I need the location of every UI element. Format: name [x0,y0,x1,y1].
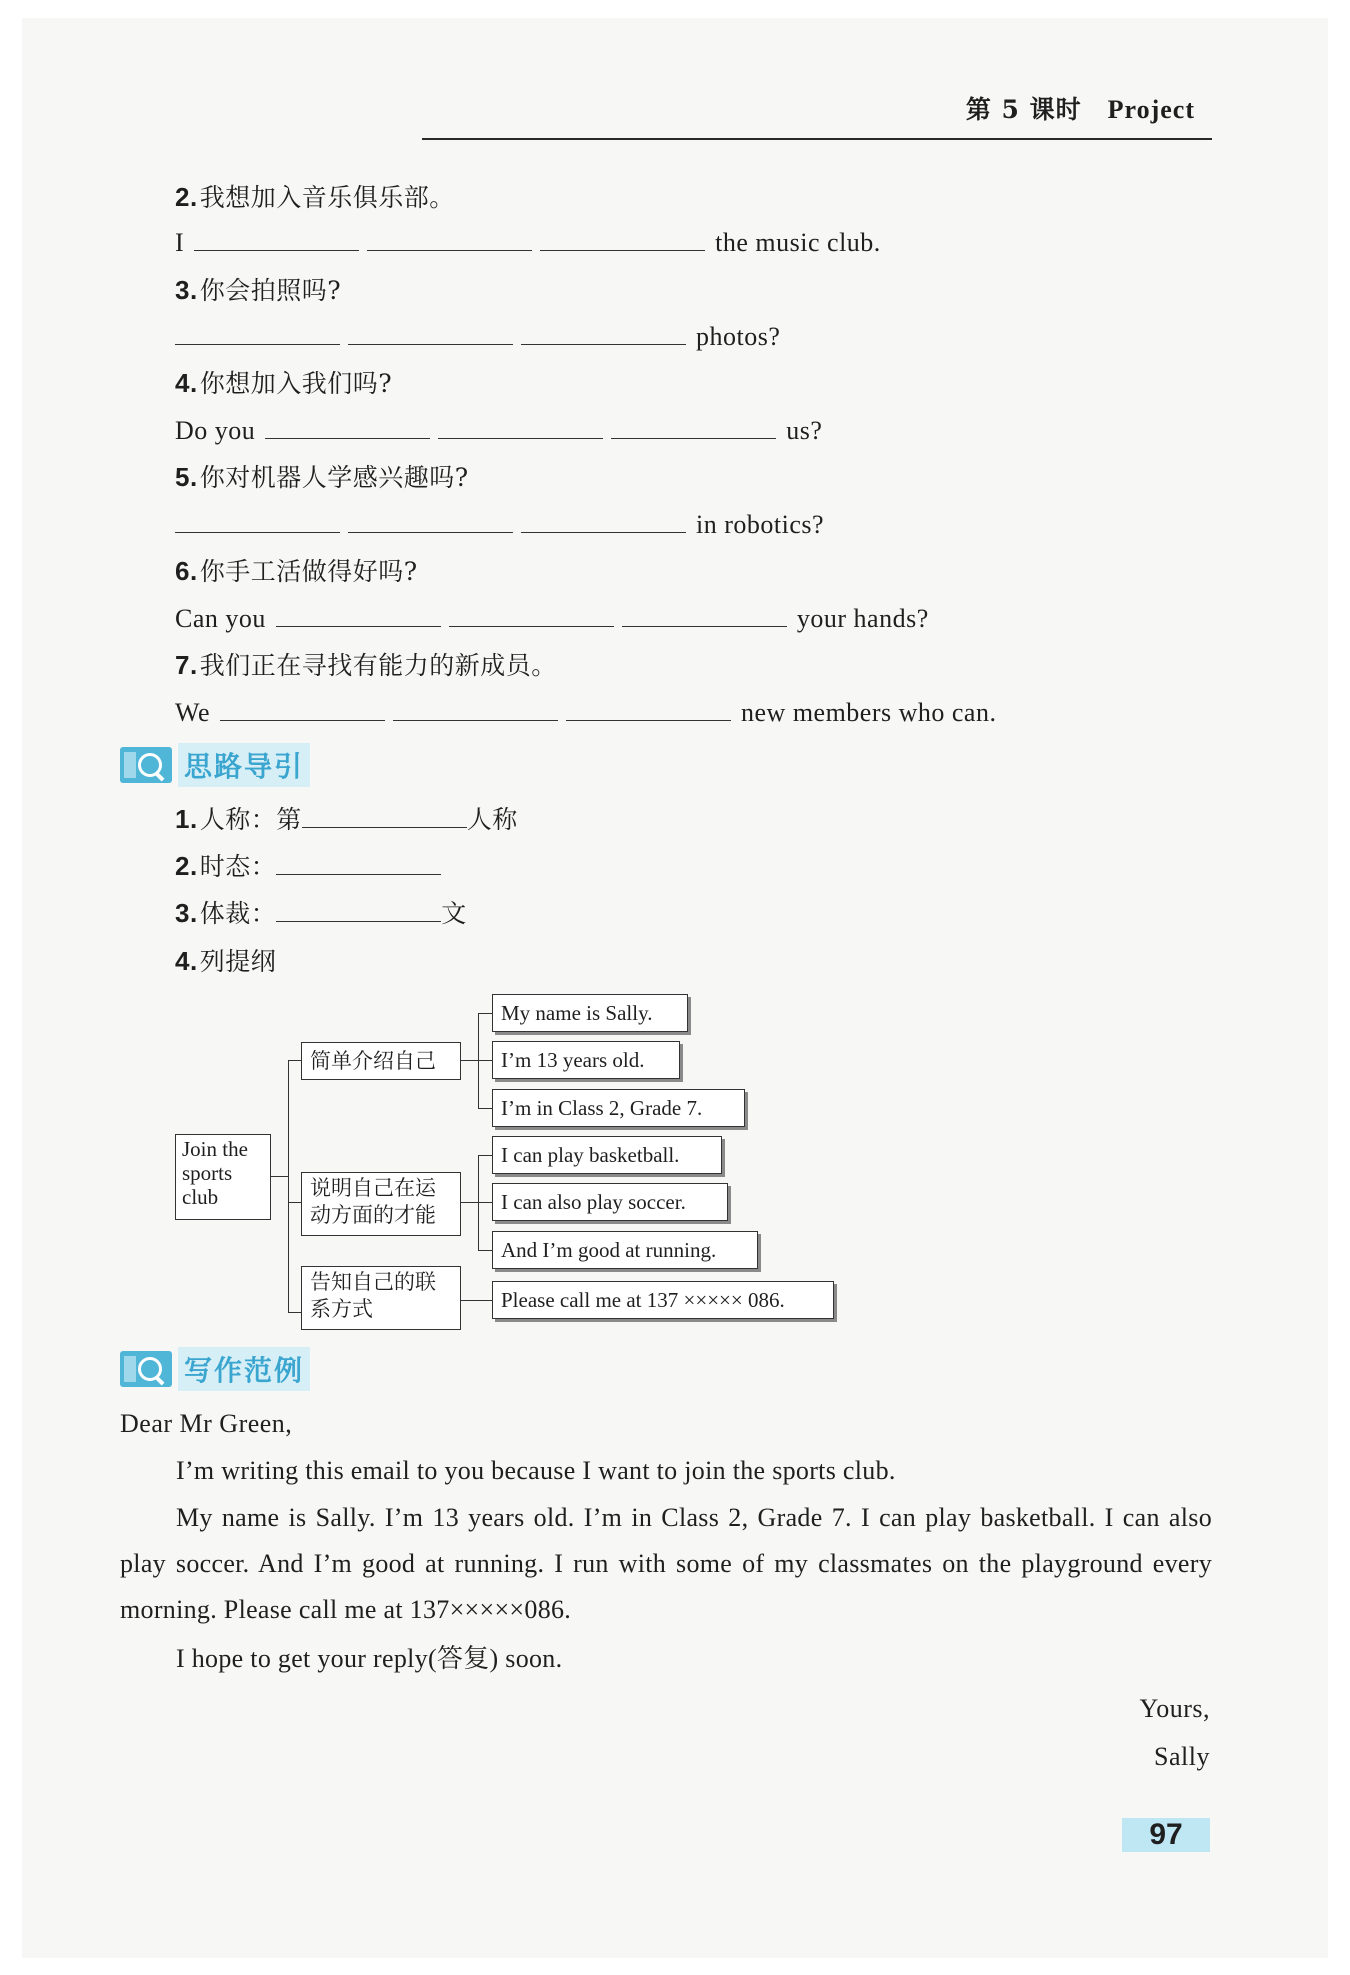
answer-blank[interactable] [276,604,441,627]
letter-closing: Yours, [1139,1694,1210,1723]
exercise-prompt: 3.你会拍照吗? [175,275,342,305]
guide-section-heading: 思路导引 [120,744,310,786]
answer-blank[interactable] [220,698,385,721]
header-rule [422,138,1212,140]
outline-leaf: I can also play soccer. [492,1183,728,1221]
outline-leaf: I can play basketball. [492,1136,722,1174]
answer-blank[interactable] [348,322,513,345]
answer-blank[interactable] [175,510,340,533]
guide-item: 2.时态： [175,851,441,882]
guide-item: 3.体裁： 文 [175,898,467,928]
answer-blank[interactable] [611,416,776,439]
guide-item: 4.列提纲 [175,946,277,976]
magnifier-icon [120,1351,172,1387]
answer-blank[interactable] [276,852,441,875]
exercise-answer-line: photos? [175,322,780,352]
answer-blank[interactable] [194,228,359,251]
exercise-answer-line: We new members who can. [175,698,997,727]
answer-blank[interactable] [276,899,441,922]
exercise-prompt: 7.我们正在寻找有能力的新成员。 [175,650,557,680]
answer-blank[interactable] [521,322,686,345]
outline-leaf: I’m 13 years old. [492,1041,680,1079]
exercise-answer-line: I the music club. [175,228,881,257]
exercise-answer-line: Can you your hands? [175,604,929,633]
exercise-prompt: 5.你对机器人学感兴趣吗? [175,462,469,492]
outline-leaf: And I’m good at running. [492,1231,758,1269]
outline-branch: 说明自己在运动方面的才能 [301,1172,461,1236]
answer-blank[interactable] [521,510,686,533]
answer-blank[interactable] [449,604,614,627]
letter-paragraph: I’m writing this email to you because I want to join the sports club. [176,1456,896,1485]
answer-blank[interactable] [348,510,513,533]
outline-branch: 告知自己的联系方式 [301,1266,461,1330]
answer-blank[interactable] [393,698,558,721]
outline-leaf: I’m in Class 2, Grade 7. [492,1089,745,1127]
exercise-prompt: 4.你想加入我们吗? [175,368,393,398]
answer-blank[interactable] [302,805,467,828]
answer-blank[interactable] [438,416,603,439]
magnifier-icon [120,747,172,783]
answer-blank[interactable] [265,416,430,439]
lesson-label: 第 5 课时 [965,95,1082,124]
exercise-prompt: 2.我想加入音乐俱乐部。 [175,182,455,212]
letter-greeting: Dear Mr Green, [120,1409,293,1438]
letter-paragraph: I hope to get your reply(答复) soon. [176,1644,563,1673]
exercise-prompt: 6.你手工活做得好吗? [175,556,418,586]
answer-blank[interactable] [367,228,532,251]
answer-blank[interactable] [175,322,340,345]
outline-branch: 简单介绍自己 [301,1042,461,1080]
page-header [0,90,1195,126]
exercise-answer-line: Do you us? [175,416,823,445]
answer-blank[interactable] [622,604,787,627]
outline-leaf: My name is Sally. [492,994,688,1032]
letter-signature: Sally [1154,1742,1210,1771]
answer-blank[interactable] [566,698,731,721]
example-section-heading: 写作范例 [120,1348,310,1390]
section-label: Project [1107,95,1195,124]
outline-leaf: Please call me at 137 ××××× 086. [492,1281,834,1319]
page-number: 97 [1122,1818,1210,1852]
answer-blank[interactable] [540,228,705,251]
letter-paragraph: My name is Sally. I’m 13 years old. I’m in Class 2, Grade 7. I can play basketball. I can also play soccer. And I’m good at running. I run with some of my classmates on the playground every morning. Please call me at 137×××××086. [120,1503,1212,1624]
outline-root: Join the sports club [175,1134,271,1220]
exercise-answer-line: in robotics? [175,510,824,540]
guide-item: 1.人称：第 人称 [175,804,518,834]
